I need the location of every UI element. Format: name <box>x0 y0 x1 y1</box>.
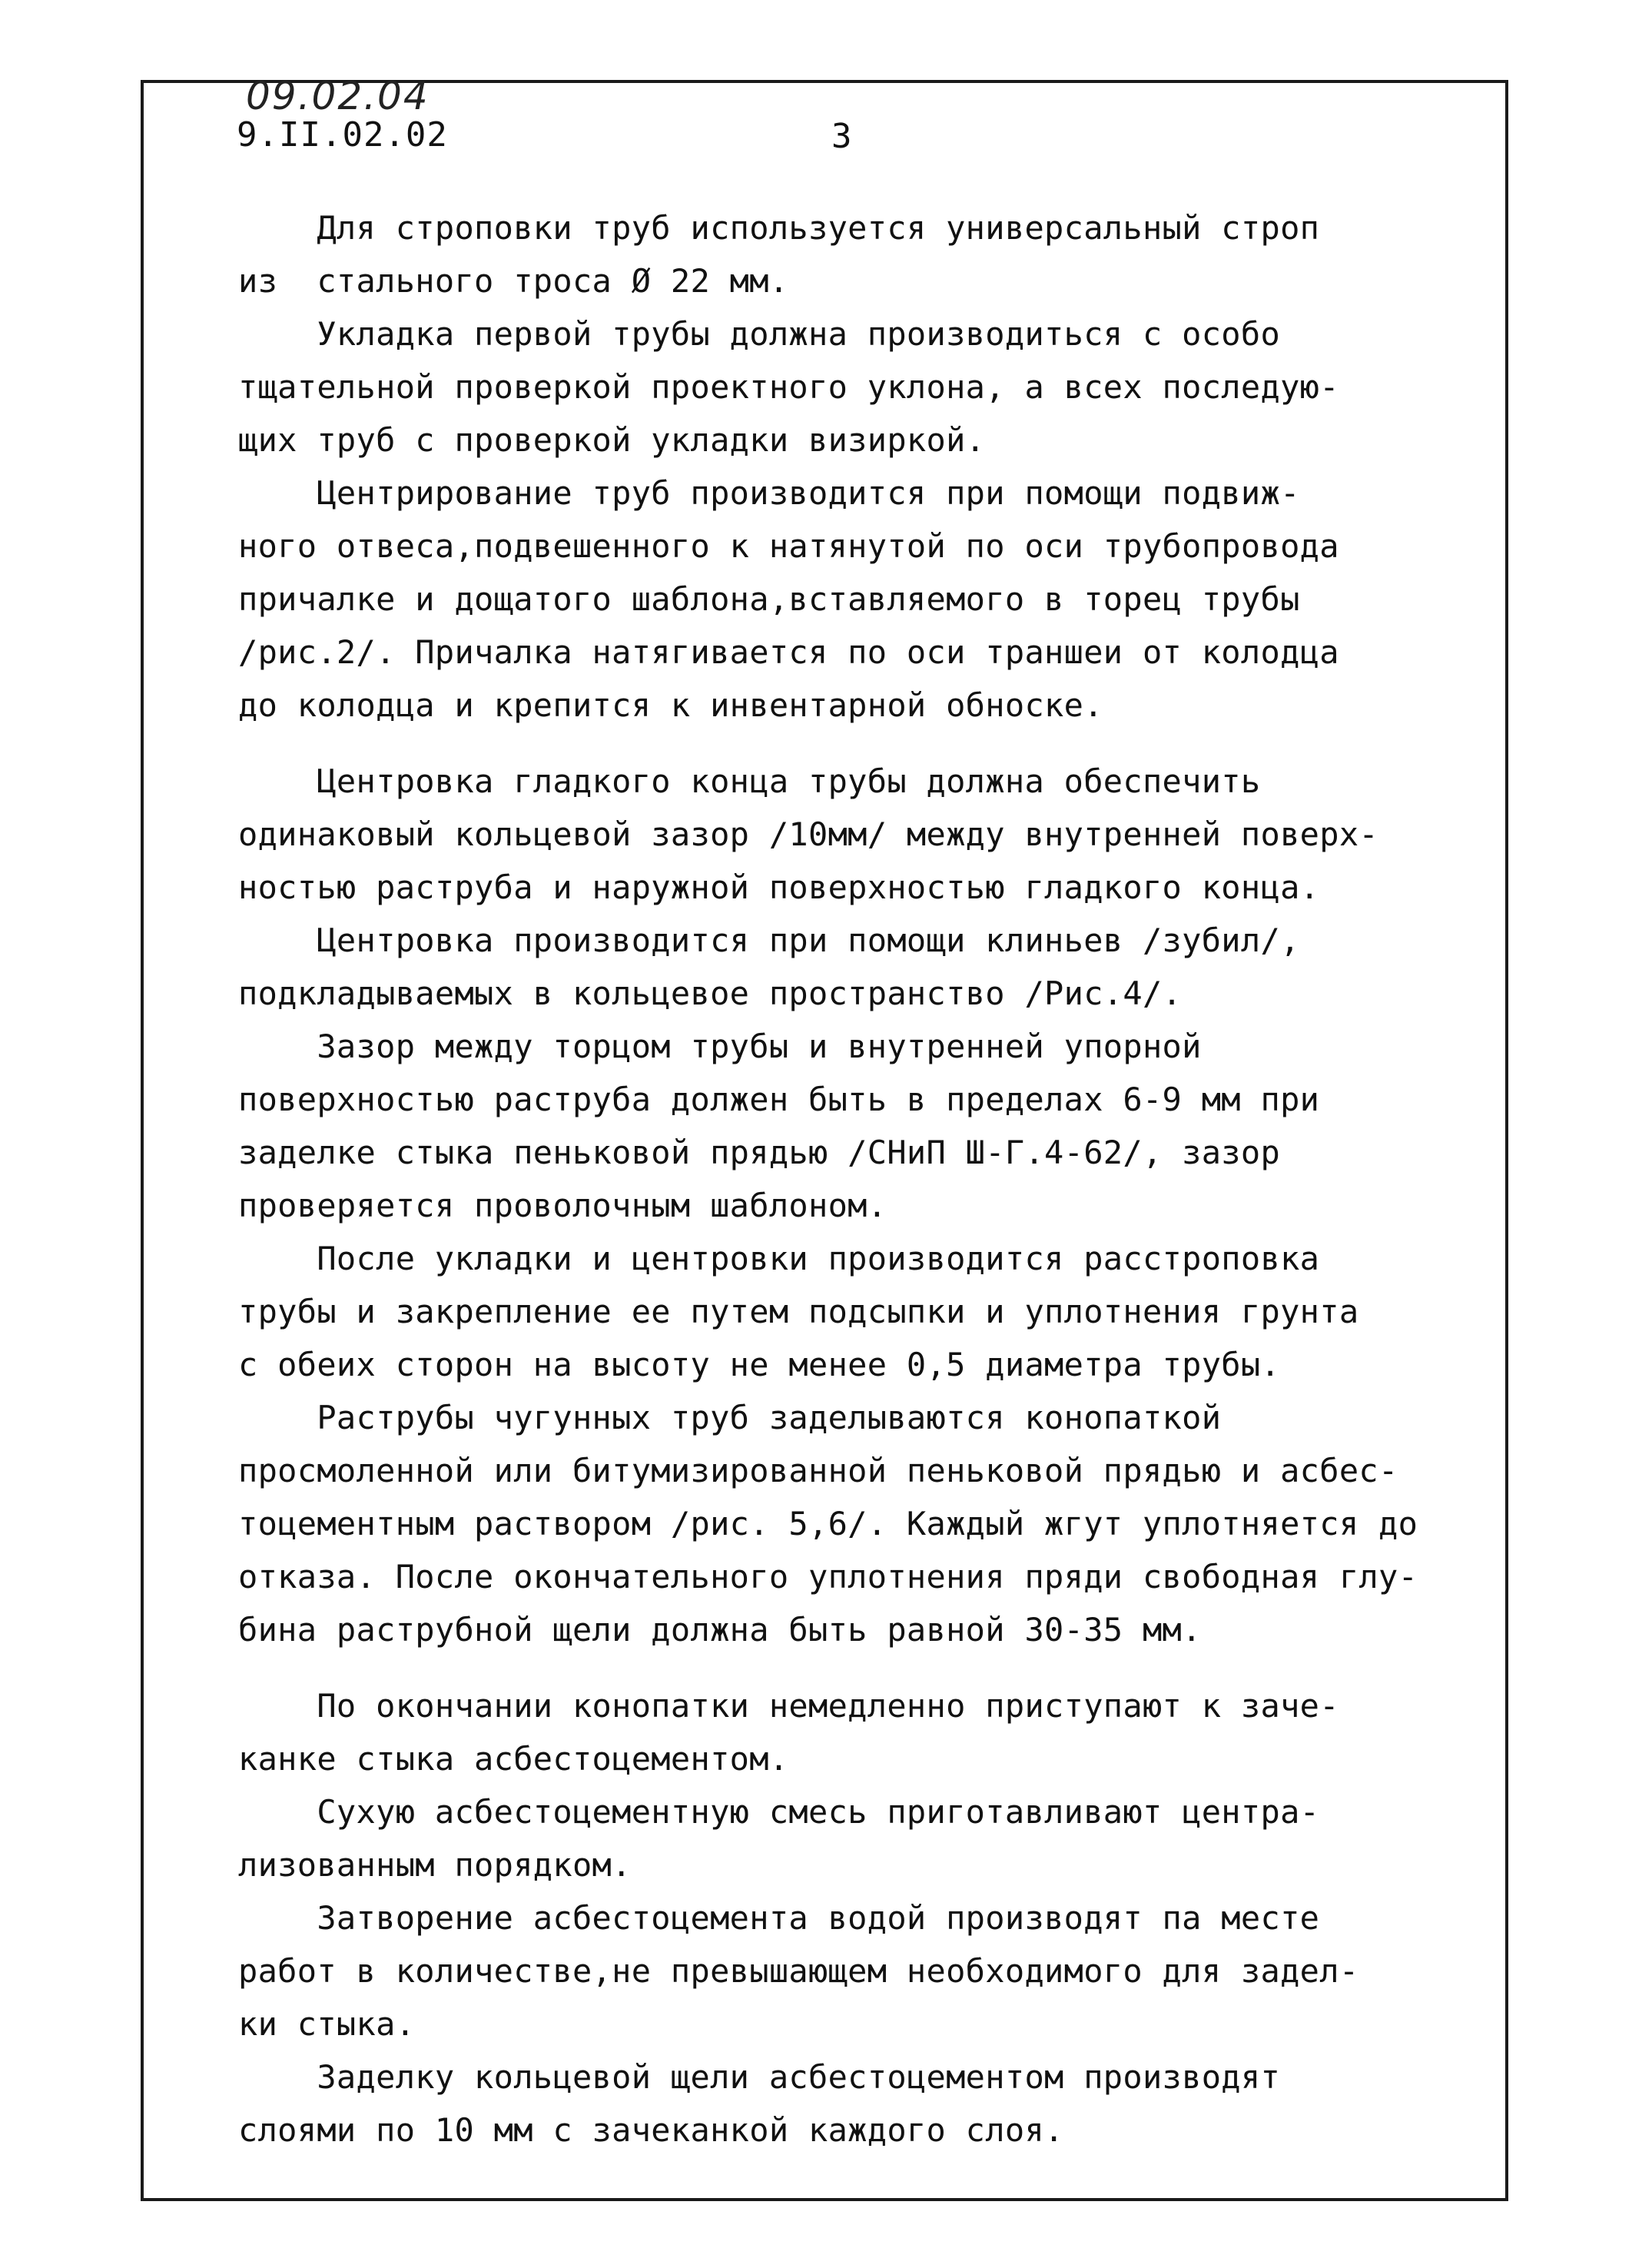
text-line: из стального троса Ø 22 мм. <box>238 262 789 300</box>
text-line: Раструбы чугунных труб заделываются конопаткой <box>238 1399 1222 1436</box>
text-line: подкладываемых в кольцевое пространство /Рис.4/. <box>238 975 1183 1012</box>
text-line: отказа. После окончательного уплотнения пряди свободная глу- <box>238 1558 1418 1596</box>
text-line: Для строповки труб используется универсальный строп <box>238 209 1320 247</box>
text-line: ностью раструба и наружной поверхностью гладкого конца. <box>238 868 1320 906</box>
text-line: Зазор между торцом трубы и внутренней упорной <box>238 1028 1202 1065</box>
paragraph-gap <box>238 1656 1510 1679</box>
text-line: Затворение асбестоцемента водой производят па месте <box>238 1899 1320 1937</box>
text-line: тщательной проверкой проектного уклона, а всех последую- <box>238 368 1339 406</box>
text-line: с обеих сторон на высоту не менее 0,5 диаметра трубы. <box>238 1346 1281 1383</box>
text-line: проверяется проволочным шаблоном. <box>238 1187 887 1224</box>
text-line: ки стыка. <box>238 2005 416 2043</box>
text-line: одинаковый кольцевой зазор /10мм/ между внутренней поверх- <box>238 815 1378 853</box>
page-number: 3 <box>831 117 852 156</box>
document-body <box>238 201 1510 2157</box>
text-line: Центрирование труб производится при помощи подвиж- <box>238 474 1300 512</box>
handwritten-code: 09.02.04 <box>246 74 430 118</box>
text-line: щих труб с проверкой укладки визиркой. <box>238 421 986 459</box>
text-line: После укладки и центровки производится расстроповка <box>238 1240 1320 1277</box>
text-line: просмоленной или битумизированной пеньковой прядью и асбес- <box>238 1452 1398 1489</box>
document-code: 9.II.02.02 <box>237 115 448 154</box>
text-line: трубы и закрепление ее путем подсыпки и уплотнения грунта <box>238 1293 1359 1330</box>
text-line: Центровка гладкого конца трубы должна обеспечить <box>238 762 1261 800</box>
text-line: Заделку кольцевой щели асбестоцементом производят <box>238 2058 1281 2096</box>
text-line: причалке и дощатого шаблона,вставляемого в торец трубы <box>238 580 1300 618</box>
text-line: поверхностью раструба должен быть в пределах 6-9 мм при <box>238 1081 1320 1118</box>
text-line: Центровка производится при помощи клиньев /зубил/, <box>238 921 1300 959</box>
text-line: Укладка первой трубы должна производиться с особо <box>238 315 1281 353</box>
text-line: до колодца и крепится к инвентарной обноске. <box>238 686 1103 724</box>
text-line: канке стыка асбестоцементом. <box>238 1740 789 1778</box>
text-line: работ в количестве,не превышающем необходимого для задел- <box>238 1952 1359 1990</box>
paragraph-gap <box>238 732 1510 755</box>
text-line: лизованным порядком. <box>238 1846 632 1884</box>
text-line: Сухую асбестоцементную смесь приготавливают центра- <box>238 1793 1320 1831</box>
text-line: слоями по 10 мм с зачеканкой каждого слоя. <box>238 2111 1064 2149</box>
text-line: По окончании конопатки немедленно приступают к заче- <box>238 1687 1339 1725</box>
text-line: ного отвеса,подвешенного к натянутой по оси трубопровода <box>238 527 1339 565</box>
text-line: /рис.2/. Причалка натягивается по оси траншеи от колодца <box>238 633 1339 671</box>
text-line: тоцементным раствором /рис. 5,6/. Каждый жгут уплотняется до <box>238 1505 1418 1542</box>
text-line: бина раструбной щели должна быть равной 30-35 мм. <box>238 1611 1202 1649</box>
text-line: заделке стыка пеньковой прядью /СНиП Ш-Г.4-62/, зазор <box>238 1134 1281 1171</box>
